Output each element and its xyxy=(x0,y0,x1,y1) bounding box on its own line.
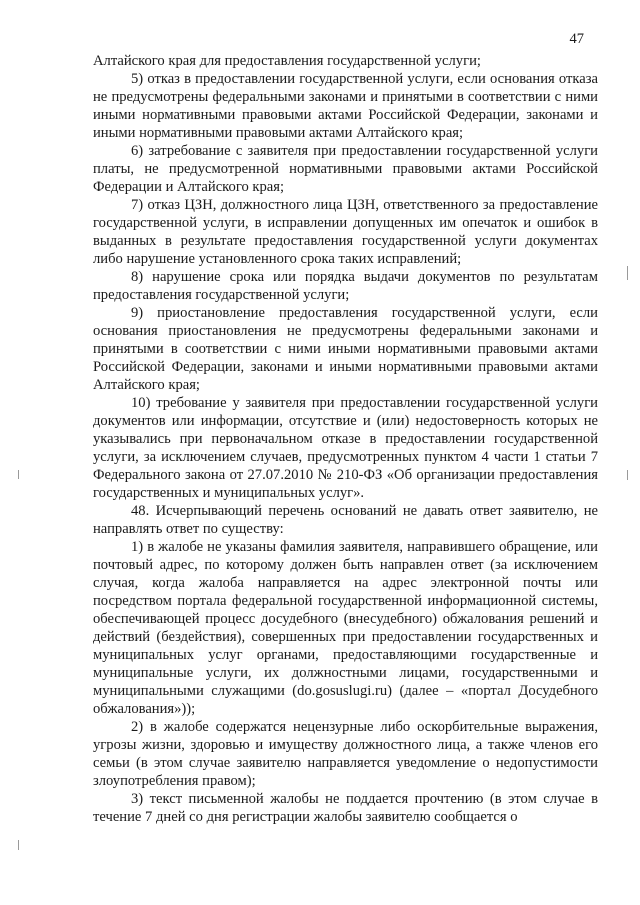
paragraph-section-48: 48. Исчерпывающий перечень оснований не давать ответ заявителю, не направлять ответ по существу: xyxy=(93,503,598,537)
paragraph-item-6: 6) затребование с заявителя при предоставлении государственной услуги платы, не предусмотренной нормативными правовыми актами Российской Федерации и Алтайского края; xyxy=(93,143,598,195)
paragraph-item-7: 7) отказ ЦЗН, должностного лица ЦЗН, ответственного за предоставление государственной услуги, в исправлении допущенных им опечаток и ошибок в выданных в результате предоставления государственной услуги документах либо нарушение установленного срока таких исправлений; xyxy=(93,197,598,267)
paragraph-item-9: 9) приостановление предоставления государственной услуги, если основания приостановления не предусмотрены федеральными законами и принятыми в соответствии с ними иными нормативными правовыми актами Российской Федерации, законами и иными нормативными правовыми актами Алтайского края; xyxy=(93,305,598,393)
paragraph-item-8: 8) нарушение срока или порядка выдачи документов по результатам предоставления государственной услуги; xyxy=(93,269,598,303)
document-body xyxy=(93,52,598,826)
paragraph-reason-1: 1) в жалобе не указаны фамилия заявителя, направившего обращение, или почтовый адрес, по которому должен быть направлен ответ (за исключением случая, когда жалоба направляется на адрес электронной почты или посредством портала федеральной государственной информационной системы, обеспечивающей процесс досудебного (внесудебного) обжалования решений и действий (бездействия), совершенных при предоставлении государственных и муниципальных услуг органами, предоставляющими государственные и муниципальные услуги, их должностными лицами, государственными и муниципальными служащими (do.gosuslugi.ru) (далее – «портал Досудебного обжалования»)); xyxy=(93,539,598,717)
paragraph-continuation: Алтайского края для предоставления государственной услуги; xyxy=(93,53,481,69)
scan-artifact-right xyxy=(627,266,628,280)
page-number: 47 xyxy=(569,31,584,47)
scan-artifact-left-lower xyxy=(18,840,19,850)
scan-artifact-left xyxy=(18,470,19,479)
paragraph-item-5: 5) отказ в предоставлении государственной услуги, если основания отказа не предусмотрены федеральными законами и принятыми в соответствии с ними иными нормативными правовыми актами Российской Федерации, законами и иными нормативными правовыми актами Алтайского края; xyxy=(93,71,598,141)
scan-artifact-right-lower xyxy=(627,470,628,480)
paragraph-reason-2: 2) в жалобе содержатся нецензурные либо оскорбительные выражения, угрозы жизни, здоровью и имуществу должностного лица, а также членов его семьи (в этом случае заявителю направляется уведомление о недопустимости злоупотребления правом); xyxy=(93,719,598,789)
paragraph-reason-3: 3) текст письменной жалобы не поддается прочтению (в этом случае в течение 7 дней со дня регистрации жалобы заявителю сообщается о xyxy=(93,791,598,825)
paragraph-item-10: 10) требование у заявителя при предоставлении государственной услуги документов или информации, отсутствие и (или) недостоверность которых не указывались при первоначальном отказе в предоставлении государственной услуги, за исключением случаев, предусмотренных пунктом 4 части 1 статьи 7 Федерального закона от 27.07.2010 № 210-ФЗ «Об организации предоставления государственных и муниципальных услуг». xyxy=(93,395,598,501)
